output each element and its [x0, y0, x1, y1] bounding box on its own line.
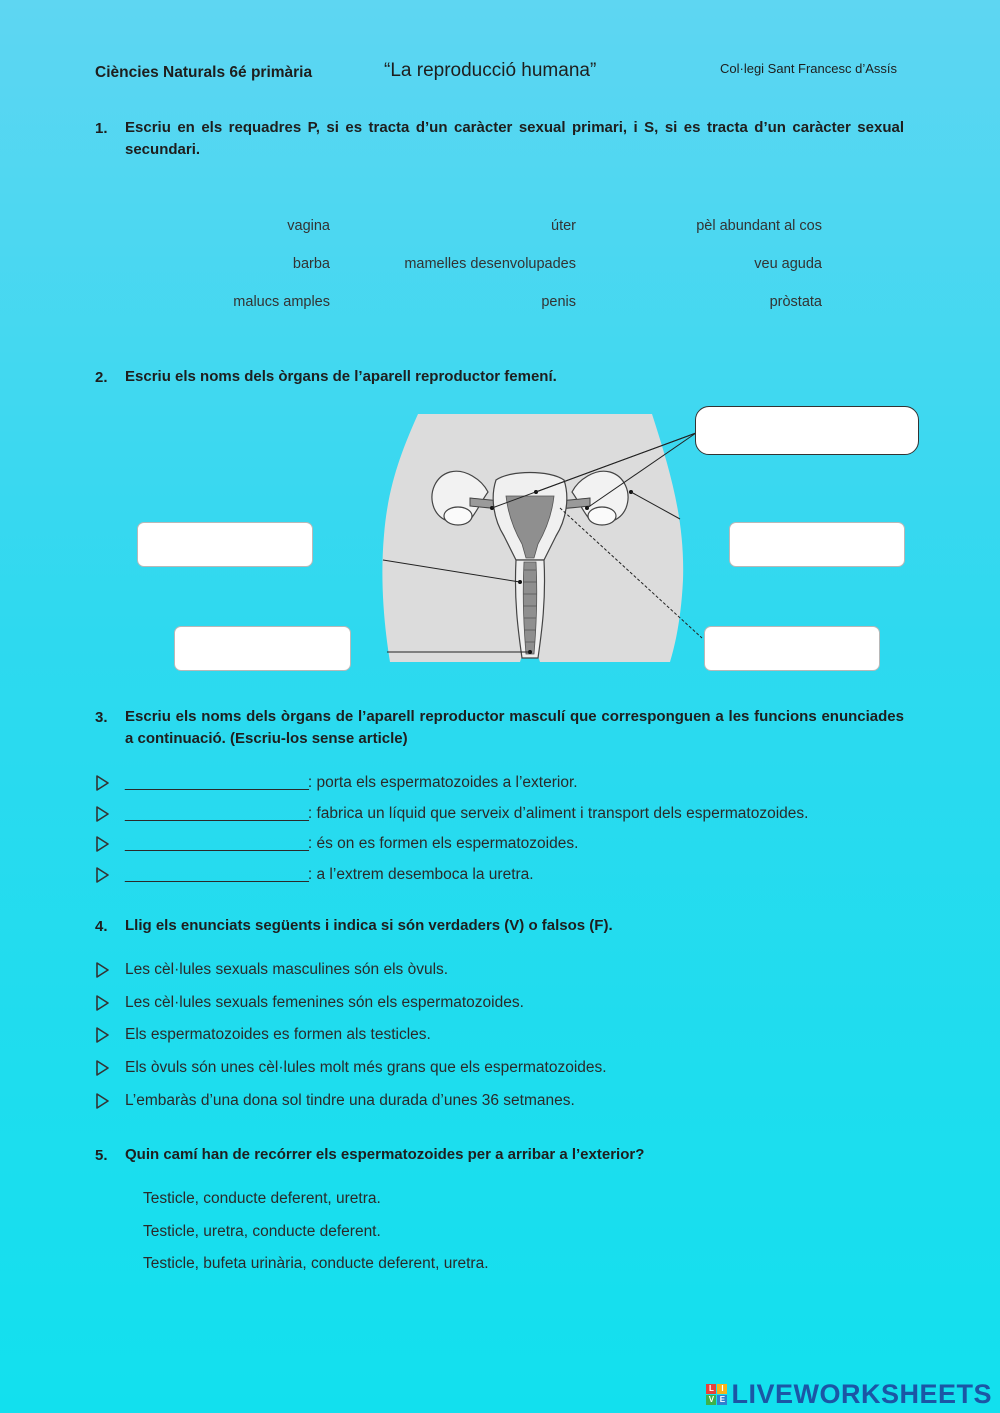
q5-option-2[interactable]: Testicle, uretra, conducte deferent. [143, 1223, 381, 1240]
play-bullet-icon [95, 775, 109, 791]
q1-word-vagina: vagina [287, 218, 330, 234]
play-bullet-icon [95, 962, 109, 978]
play-bullet-icon [95, 1027, 109, 1043]
q3-item-4 [125, 866, 534, 884]
logo-blocks-icon [706, 1384, 727, 1405]
q2-number: 2. [95, 369, 108, 386]
diagram-leader-lines [0, 0, 1000, 700]
logo-block-v: V [706, 1395, 716, 1405]
subject-heading: Ciències Naturals 6é primària [95, 64, 313, 81]
q5-option-1[interactable]: Testicle, conducte deferent, uretra. [143, 1190, 381, 1207]
logo-block-e: E [717, 1395, 727, 1405]
q1-word-pel: pèl abundant al cos [696, 218, 822, 234]
q5-number: 5. [95, 1147, 108, 1164]
q4-statement-5[interactable]: L’embaràs d’una dona sol tindre una durada d’unes 36 setmanes. [125, 1092, 575, 1109]
q3-item-2-text: : fabrica un líquid que serveix d’aliment i transport dels espermatozoides. [307, 805, 809, 822]
play-bullet-icon [95, 867, 109, 883]
leader-line-lower-right [560, 508, 702, 638]
q1-word-veu: veu aguda [754, 256, 822, 272]
q5-text: Quin camí han de recórrer els espermatozoides per a arribar a l’exterior? [125, 1146, 645, 1163]
logo-text: LIVEWORKSHEETS [731, 1378, 992, 1409]
q3-item-4-text: : a l’extrem desemboca la uretra. [307, 866, 534, 883]
label-box-right-lower[interactable] [704, 626, 880, 671]
label-box-top-right[interactable] [695, 406, 919, 455]
q3-text: Escriu els noms dels òrgans de l’aparell reproductor masculí que corresponguen a les funcions enunciades a continuació. (Escriu-los sense article) [125, 708, 904, 747]
q3-blank-4[interactable]: ________________________ [125, 866, 308, 883]
q3-item-3-text: : és on es formen els espermatozoides. [307, 835, 579, 852]
q3-item-3 [125, 835, 578, 853]
q3-item-2 [125, 805, 808, 823]
q4-text: Llig els enunciats següents i indica si són verdaders (V) o falsos (F). [125, 917, 613, 934]
label-box-left-upper[interactable] [137, 522, 313, 567]
play-bullet-icon [95, 1093, 109, 1109]
q4-number: 4. [95, 918, 108, 935]
q3-blank-1[interactable]: ________________________ [125, 774, 308, 791]
leader-line-uterus [536, 433, 696, 492]
q1-number: 1. [95, 120, 108, 137]
play-bullet-icon [95, 836, 109, 852]
leader-line-cervix [383, 560, 520, 582]
leader-line-right [631, 492, 680, 519]
label-box-right-upper[interactable] [729, 522, 905, 567]
leader-line-ovary [587, 433, 696, 508]
q2-text: Escriu els noms dels òrgans de l’aparell reproductor femení. [125, 368, 557, 385]
school-name: Col·legi Sant Francesc d’Assís [720, 61, 898, 76]
q3-item-1 [125, 774, 578, 792]
q1-word-barba: barba [292, 256, 330, 272]
liveworksheets-logo [706, 1378, 992, 1410]
q4-statement-1[interactable]: Les cèl·lules sexuals masculines són els òvuls. [125, 961, 449, 978]
q1-word-prostata: pròstata [769, 294, 822, 310]
q3-blank-2[interactable]: ________________________ [125, 805, 308, 822]
logo-block-i: I [717, 1384, 727, 1394]
q3-item-1-text: : porta els espermatozoides a l’exterior. [307, 774, 578, 791]
label-box-left-lower[interactable] [174, 626, 351, 671]
play-bullet-icon [95, 1060, 109, 1076]
logo-block-l: L [706, 1384, 716, 1394]
q3-number: 3. [95, 709, 108, 726]
q1-word-uter: úter [551, 218, 576, 234]
q4-statement-2[interactable]: Les cèl·lules sexuals femenines són els espermatozoides. [125, 994, 524, 1011]
q1-word-mamelles: mamelles desenvolupades [404, 256, 576, 272]
play-bullet-icon [95, 995, 109, 1011]
q4-statement-4[interactable]: Els òvuls són unes cèl·lules molt més grans que els espermatozoides. [125, 1059, 607, 1076]
q4-statement-3[interactable]: Els espermatozoides es formen als testicles. [125, 1026, 431, 1043]
q5-option-3[interactable]: Testicle, bufeta urinària, conducte deferent, uretra. [143, 1255, 489, 1272]
worksheet-title: “La reproducció humana” [384, 60, 597, 81]
q1-word-penis: penis [541, 294, 576, 310]
play-bullet-icon [95, 806, 109, 822]
q1-text: Escriu en els requadres P, si es tracta d’un caràcter sexual primari, i S, si es tracta d’un caràcter sexual secundari. [125, 119, 904, 158]
q3-blank-3[interactable]: ________________________ [125, 835, 308, 852]
q1-word-malucs: malucs amples [233, 294, 330, 310]
